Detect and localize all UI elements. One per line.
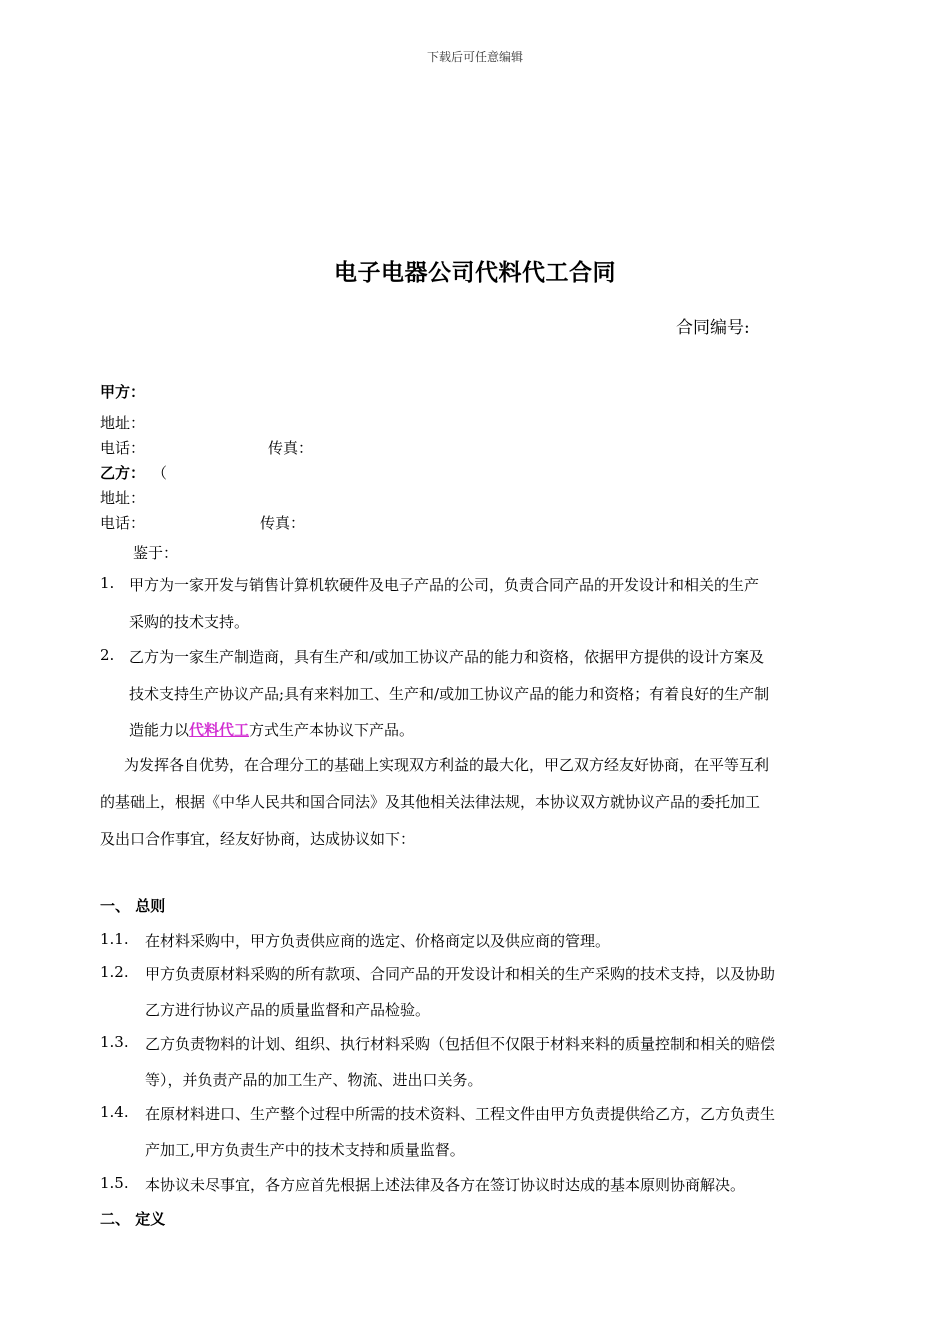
header-note: 下载后可任意编辑: [426, 50, 523, 64]
clause-number: 1.4.: [100, 1103, 129, 1121]
clause-line: 在材料采购中，甲方负责供应商的选定、价格商定以及供应商的管理。: [145, 932, 611, 950]
recital-line-suffix: 方式生产本协议下产品。: [249, 721, 415, 739]
oem-term-link[interactable]: 代料代工: [189, 721, 250, 739]
preamble-line: 的基础上，根据《中华人民共和国合同法》及其他相关法律法规，本协议双方就协议产品的委托加工: [100, 793, 761, 811]
recital-number: 2.: [100, 646, 115, 664]
clause-number: 1.1.: [100, 930, 129, 948]
clause-number: 1.5.: [100, 1174, 129, 1192]
recital-number: 1.: [100, 574, 115, 592]
preamble-line: 为发挥各自优势，在合理分工的基础上实现双方利益的最大化，甲乙双方经友好协商，在平等互利: [124, 756, 770, 774]
preamble-line: 及出口合作事宜，经友好协商，达成协议如下：: [100, 830, 416, 848]
party-b-label: 乙方：: [100, 464, 146, 482]
recital-line: 采购的技术支持。: [129, 613, 250, 631]
clause-line: 等），并负责产品的加工生产、物流、进出口关务。: [145, 1071, 483, 1089]
party-b-address-label: 地址：: [100, 489, 146, 507]
party-a-address-label: 地址：: [100, 414, 146, 432]
party-b-phone-label: 电话：: [100, 514, 146, 532]
clause-number: 1.3.: [100, 1033, 129, 1051]
party-a-phone-label: 电话：: [100, 439, 146, 457]
party-a-fax-label: 传真：: [268, 439, 314, 457]
section-heading: 一、 总则: [100, 897, 166, 915]
clause-line: 乙方负责物料的计划、组织、执行材料采购（包括但不仅限于材料来料的质量控制和相关的赔偿: [145, 1035, 776, 1053]
clause-line: 乙方进行协议产品的质量监督和产品检验。: [145, 1001, 431, 1019]
clause-line: 本协议未尽事宜，各方应首先根据上述法律及各方在签订协议时达成的基本原则协商解决。: [145, 1176, 746, 1194]
recital-line: 甲方为一家开发与销售计算机软硬件及电子产品的公司，负责合同产品的开发设计和相关的生产: [129, 576, 760, 594]
clause-line: 产加工,甲方负责生产中的技术支持和质量监督。: [145, 1141, 465, 1159]
clause-number: 1.2.: [100, 963, 129, 981]
contract-number-label: 合同编号:: [676, 318, 750, 338]
whereas-label: 鉴于：: [133, 544, 179, 562]
party-b-paren: （: [152, 464, 168, 482]
party-a-label: 甲方：: [100, 383, 146, 401]
recital-line: 乙方为一家生产制造商，具有生产和/或加工协议产品的能力和资格，依据甲方提供的设计方案及: [129, 648, 765, 666]
recital-line-with-link: [129, 719, 414, 740]
document-title: 电子电器公司代料代工合同: [334, 260, 616, 286]
party-b-fax-label: 传真：: [260, 514, 306, 532]
section-heading: 二、 定义: [100, 1210, 166, 1228]
clause-line: 在原材料进口、生产整个过程中所需的技术资料、工程文件由甲方负责提供给乙方，乙方负责生: [145, 1105, 776, 1123]
recital-line-prefix: 造能力以: [129, 721, 190, 739]
recital-line: 技术支持生产协议产品;具有来料加工、生产和/或加工协议产品的能力和资格；有着良好的生产制: [129, 685, 770, 703]
clause-line: 甲方负责原材料采购的所有款项、合同产品的开发设计和相关的生产采购的技术支持，以及协助: [145, 965, 776, 983]
